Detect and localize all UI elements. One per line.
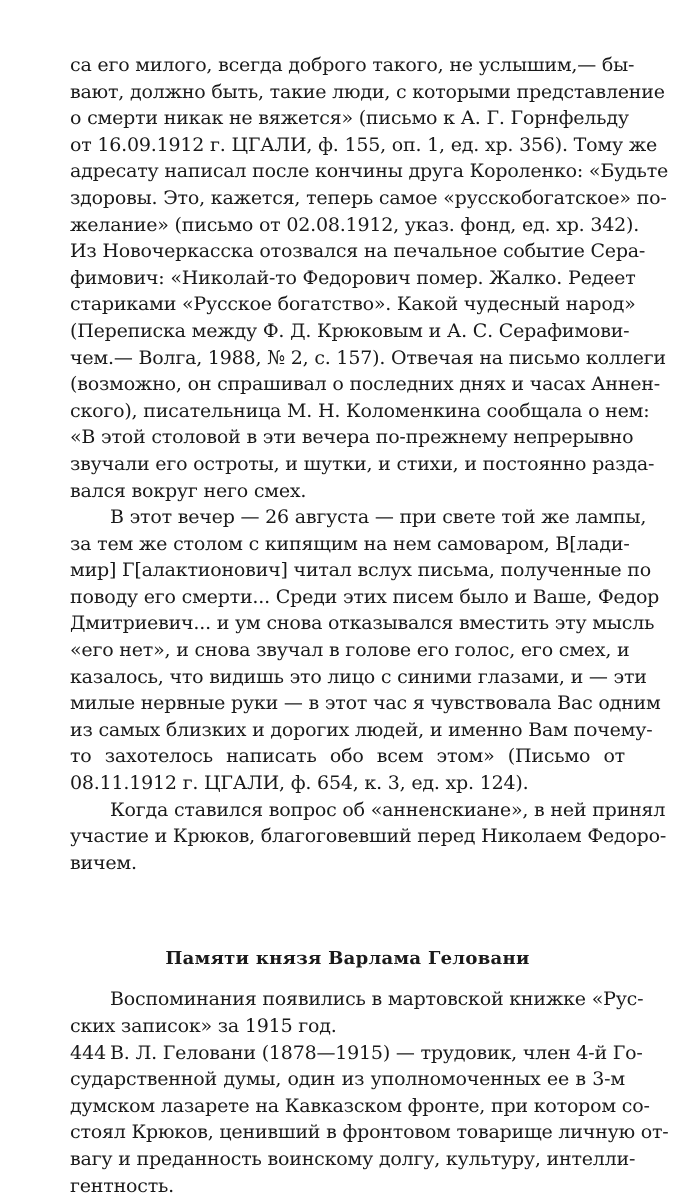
text-line: вают, должно быть, такие люди, с которыми представление bbox=[70, 80, 665, 103]
text-line: В этот вечер — 26 августа — при свете той же лампы, bbox=[110, 506, 647, 529]
text-line: адресату написал после кончины друга Короленко: «Будьте bbox=[70, 160, 669, 183]
page-body bbox=[70, 52, 669, 1199]
text-line: фимович: «Николай-то Федорович помер. Жалко. Редеет bbox=[70, 266, 636, 289]
text-line: вался вокруг него смех. bbox=[70, 479, 307, 502]
text-line: милые нервные руки — в этот час я чувствовала Вас одним bbox=[70, 692, 661, 715]
text-line: вагу и преданность воинскому долгу, культуру, интелли- bbox=[70, 1147, 636, 1170]
text-line: ских записок» за 1915 год. bbox=[70, 1015, 337, 1037]
text-line: (возможно, он спрашивал о последних днях и часах Аннен- bbox=[70, 373, 660, 396]
text-line: мир] Г[алактионович] читал вслух письма, полученные по bbox=[70, 559, 651, 582]
text-line: Дмитриевич... и ум снова отказывался вместить эту мысль bbox=[70, 612, 655, 635]
text-line: казалось, что видишь это лицо с синими глазами, и — эти bbox=[70, 665, 647, 688]
paragraph-3 bbox=[70, 797, 667, 877]
text-line: «В этой столовой в эти вечера по-прежнему непрерывно bbox=[70, 426, 634, 449]
text-line: здоровы. Это, кажется, теперь самое «русскобогатское» по- bbox=[70, 186, 667, 209]
text-line: чем.— Волга, 1988, № 2, с. 157). Отвечая на письмо коллеги bbox=[70, 346, 666, 369]
text-line: стариками «Русское богатство». Какой чудесный народ» bbox=[70, 293, 636, 316]
text-line: то захотелось написать обо всем этом» (Письмо от bbox=[70, 745, 625, 768]
text-line: 08.11.1912 г. ЦГАЛИ, ф. 654, к. 3, ед. хр. 124). bbox=[70, 772, 529, 795]
text-line: са его милого, всегда доброго такого, не услышим,— бы- bbox=[70, 54, 635, 76]
text-line: (Переписка между Ф. Д. Крюковым и А. С. Серафимови- bbox=[70, 319, 630, 342]
text-line: звучали его остроты, и шутки, и стихи, и постоянно разда- bbox=[70, 452, 655, 475]
text-line: от 16.09.1912 г. ЦГАЛИ, ф. 155, оп. 1, ед. хр. 356). Тому же bbox=[70, 133, 658, 156]
text-line: В. Л. Геловани (1878—1915) — трудовик, член 4-й Го- bbox=[110, 1041, 643, 1064]
text-line: участие и Крюков, благоговевший перед Николаем Федоро- bbox=[70, 825, 667, 848]
text-line: Из Новочеркасска отозвался на печальное событие Сера- bbox=[70, 240, 646, 263]
text-line: Воспоминания появились в мартовской книжке «Рус- bbox=[110, 988, 644, 1011]
paragraph-4 bbox=[70, 986, 644, 1039]
page-number: 444 bbox=[70, 1042, 107, 1064]
text-line: стоял Крюков, ценивший в фронтовом товарище личную от- bbox=[70, 1121, 669, 1144]
text-line: думском лазарете на Кавказском фронте, при котором со- bbox=[70, 1094, 650, 1117]
section-heading: Памяти князя Варлама Геловани bbox=[165, 948, 530, 970]
text-line: за тем же столом с кипящим на нем самоваром, В[лади- bbox=[70, 532, 630, 555]
text-line: о смерти никак не вяжется» (письмо к А. Г. Горнфельду bbox=[70, 107, 629, 130]
text-line: гентность. bbox=[70, 1174, 175, 1197]
text-line: желание» (письмо от 02.08.1912, указ. фонд, ед. хр. 342). bbox=[70, 213, 640, 236]
text-line: вичем. bbox=[70, 851, 137, 874]
text-line: «его нет», и снова звучал в голове его голос, его смех, и bbox=[70, 639, 630, 662]
text-line: сударственной думы, один из уполномоченных ее в 3-м bbox=[70, 1068, 625, 1091]
paragraph-2 bbox=[70, 504, 661, 797]
paragraph-5 bbox=[70, 1040, 669, 1199]
text-line: поводу его смерти... Среди этих писем было и Ваше, Федор bbox=[70, 585, 660, 608]
text-line: ского), писательница М. Н. Коломенкина сообщала о нем: bbox=[70, 399, 650, 422]
paragraph-1 bbox=[70, 52, 669, 504]
text-line: Когда ставился вопрос об «анненскиане», в ней принял bbox=[110, 798, 666, 821]
text-line: из самых близких и дорогих людей, и именно Вам почему- bbox=[70, 718, 653, 741]
